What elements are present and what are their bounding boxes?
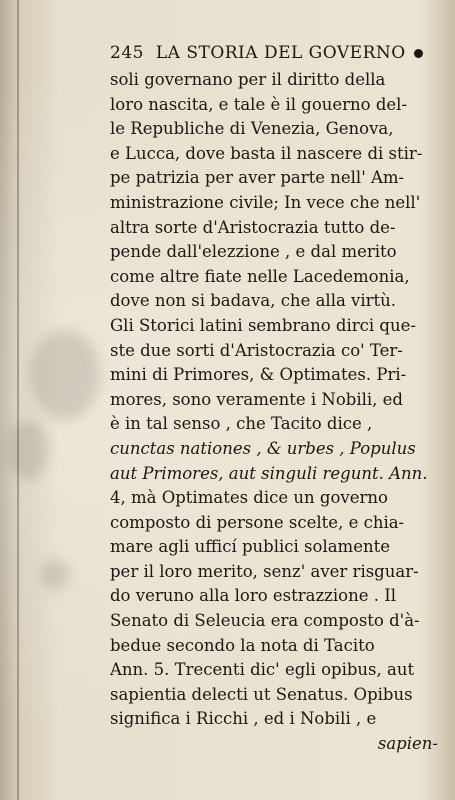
ornament-icon bbox=[414, 49, 423, 58]
running-header bbox=[110, 38, 448, 68]
text-line: loro nascita, e tale è il gouerno del- bbox=[110, 94, 408, 114]
running-title: LA STORIA DEL GOVERNO bbox=[155, 43, 406, 63]
text-line: mini di Primores, & Optimates. Pri- bbox=[110, 365, 407, 385]
text-line: composto di persone scelte, e chia- bbox=[110, 512, 405, 532]
gutter-shadow bbox=[17, 0, 19, 800]
text-line: cunctas nationes , & urbes , Populus bbox=[110, 438, 416, 458]
paper-stain bbox=[8, 420, 48, 480]
text-line: ministrazione civile; In vece che nell' bbox=[110, 192, 421, 212]
text-line: aut Primores, aut singuli regunt. Ann. bbox=[110, 463, 428, 483]
text-line: le Republiche di Venezia, Genova, bbox=[110, 119, 394, 139]
text-line: pende dall'elezzione , e dal merito bbox=[110, 242, 397, 262]
text-line: per il loro merito, senz' aver risguar- bbox=[110, 561, 419, 581]
text-line: soli governano per il diritto della bbox=[110, 70, 386, 89]
text-line: Ann. 5. Trecenti dic' egli opibus, aut bbox=[110, 660, 415, 680]
page-number: 245 bbox=[110, 43, 144, 63]
text-line: 4, mà Optimates dice un governo bbox=[110, 488, 388, 508]
text-line: è in tal senso , che Tacito dice , bbox=[110, 414, 373, 434]
text-line: bedue secondo la nota di Tacito bbox=[110, 635, 375, 655]
text-line: come altre fiate nelle Lacedemonia, bbox=[110, 266, 410, 286]
text-line: mare agli ufficí publici solamente bbox=[110, 537, 390, 557]
text-line: Gli Storici latini sembrano dirci que- bbox=[110, 315, 416, 335]
text-line: dove non si badava, che alla virtù. bbox=[110, 291, 397, 311]
catchword: sapien- bbox=[377, 734, 438, 754]
text-line: e Lucca, dove basta il nascere di stir- bbox=[110, 143, 423, 163]
paper-stain bbox=[40, 560, 70, 590]
text-line: ste due sorti d'Aristocrazia co' Ter- bbox=[110, 340, 403, 360]
text-block bbox=[110, 38, 448, 757]
text-line: significa i Ricchi , ed i Nobili , e bbox=[110, 709, 377, 729]
text-line: altra sorte d'Aristocrazia tutto de- bbox=[110, 217, 396, 237]
text-line: do veruno alla loro estrazzione . Il bbox=[110, 586, 397, 606]
text-line: sapientia delecti ut Senatus. Opibus bbox=[110, 684, 413, 704]
text-line: pe patrizia per aver parte nell' Am- bbox=[110, 168, 405, 188]
text-line: mores, sono veramente i Nobili, ed bbox=[110, 389, 403, 409]
text-line: Senato di Seleucia era composto d'à- bbox=[110, 611, 420, 631]
paper-stain bbox=[30, 330, 100, 420]
